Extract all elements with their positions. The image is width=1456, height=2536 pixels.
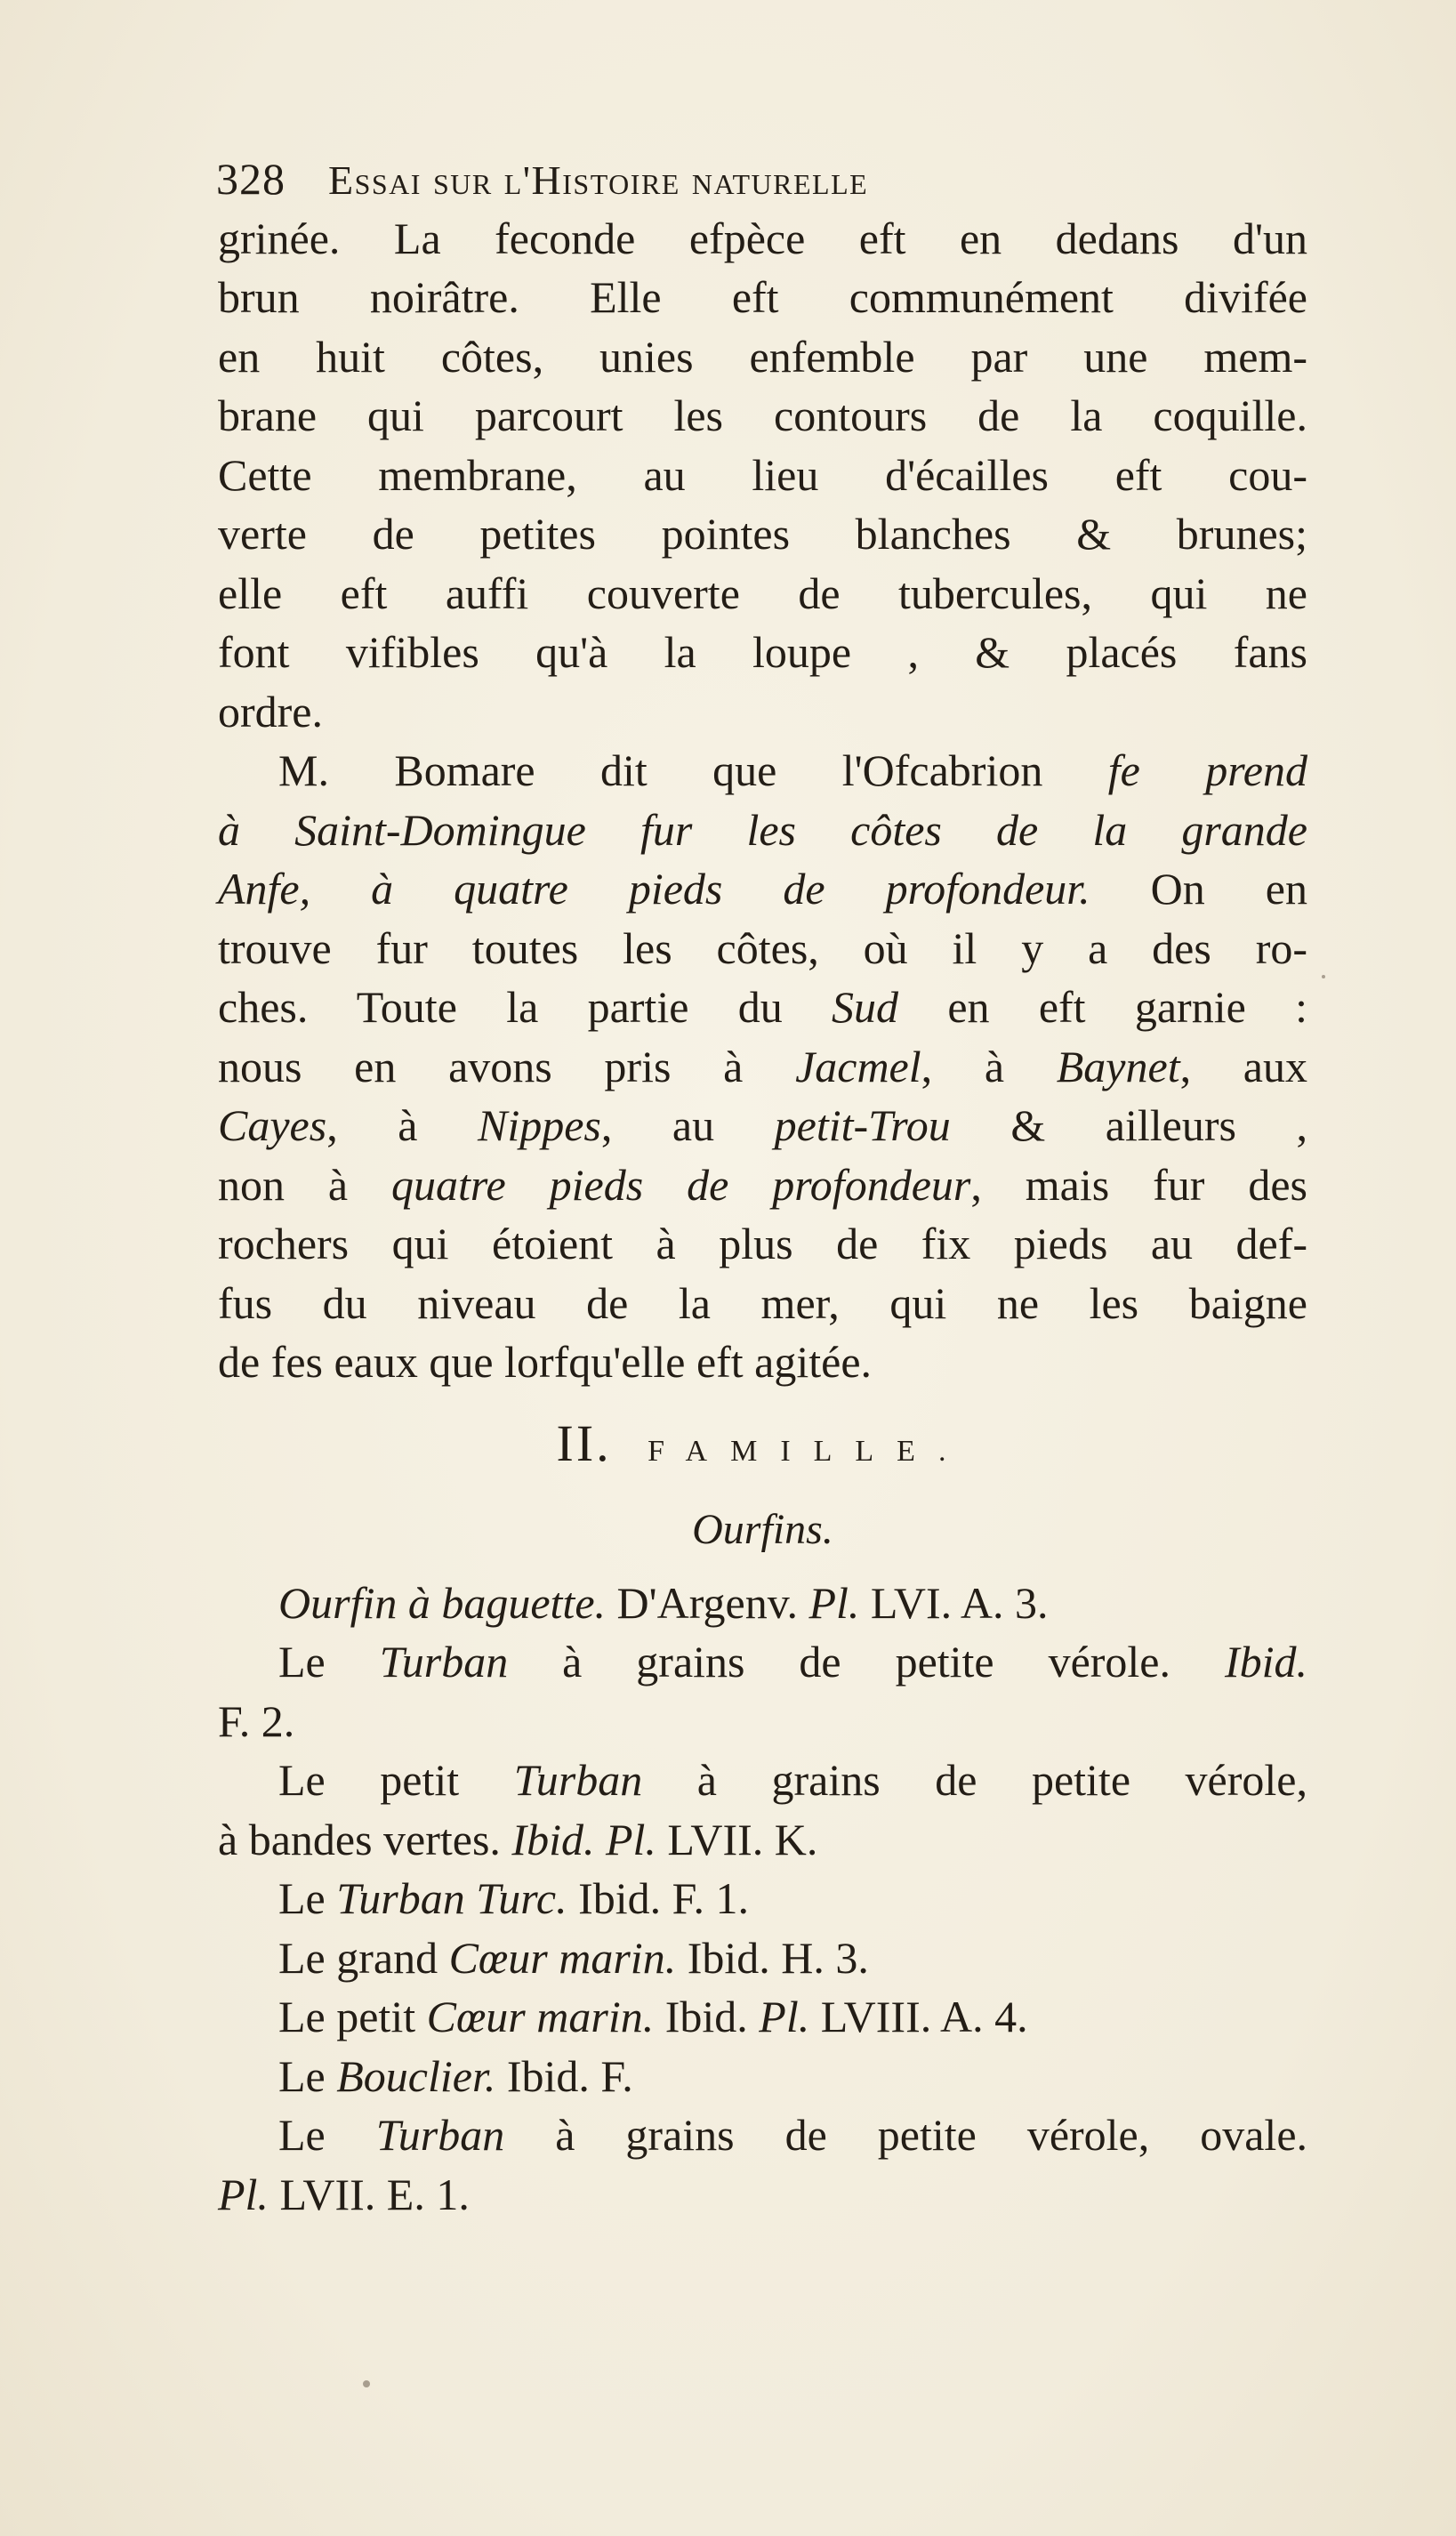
- text-line: brun noirâtre. Elle eft communément divifée: [218, 272, 1307, 322]
- list-item: [218, 1987, 1307, 2047]
- italic-run: Ibid.: [1224, 1637, 1307, 1687]
- text-run: , au: [600, 1100, 775, 1150]
- family-word: FAMILLE.: [648, 1434, 969, 1468]
- text-run: Le: [278, 1637, 380, 1687]
- text-line: verte de petites pointes blanches & brunes;: [218, 509, 1307, 559]
- text-run: LVII. K.: [656, 1814, 818, 1864]
- text-run: Ibid.: [654, 1992, 760, 2041]
- text-run: LVII. E. 1.: [268, 2169, 470, 2219]
- italic-run: Cœur marin.: [426, 1992, 655, 2041]
- page-number: 328: [216, 154, 286, 204]
- family-heading: [218, 1408, 1307, 1479]
- text-run: à grains de petite vérole, ovale.: [504, 2110, 1308, 2160]
- italic-run: quatre pieds de profondeur: [391, 1159, 971, 1210]
- text-run: , à: [921, 1041, 1057, 1091]
- italic-run: Baynet: [1056, 1041, 1180, 1091]
- text-run: Le: [278, 2110, 376, 2160]
- text-run: Le: [278, 1873, 337, 1923]
- text-run: Le petit: [278, 1992, 427, 2041]
- text-run: à grains de petite vérole.: [508, 1637, 1225, 1687]
- italic-run: Turban: [379, 1637, 509, 1687]
- text-line: [218, 859, 1307, 919]
- text-run: ches. Toute la partie du: [218, 982, 833, 1032]
- list-item: [218, 2105, 1307, 2165]
- text-run: Ibid. F.: [495, 2050, 633, 2101]
- list-item: [218, 1632, 1307, 1692]
- list-item-continuation: [218, 2165, 1307, 2225]
- text-run: à grains de petite vérole,: [642, 1755, 1307, 1805]
- italic-run: Pl.: [218, 2169, 269, 2219]
- list-item-continuation: [218, 1810, 1307, 1870]
- text-line: [218, 1037, 1307, 1097]
- italic-run: Turban Turc.: [336, 1873, 567, 1923]
- text-block: [218, 149, 1307, 2224]
- text-run: M. Bomare dit que l'Ofcabrion: [278, 745, 1108, 795]
- family-number: II.: [556, 1413, 612, 1472]
- list-item: [218, 1751, 1307, 1810]
- text-run: , à: [326, 1100, 478, 1150]
- text-line: trouve fur toutes les côtes, où il y a des ro-: [218, 922, 1307, 973]
- text-line: [218, 978, 1307, 1037]
- list-item: [218, 1869, 1307, 1928]
- text-run: nous en avons pris à: [218, 1041, 796, 1091]
- list-item: [218, 1574, 1307, 1633]
- italic-run: Jacmel: [795, 1041, 921, 1091]
- text-run: Le: [278, 2050, 337, 2101]
- italic-run: Turban: [513, 1755, 643, 1805]
- paragraph-bomare: [218, 741, 1307, 1392]
- text-run: Ibid. H. 3.: [676, 1932, 869, 1983]
- text-line: [218, 741, 1307, 801]
- italic-run: Turban: [375, 2110, 505, 2160]
- species-list: [218, 1574, 1307, 2225]
- text-run: Ibid. F. 1.: [567, 1873, 749, 1923]
- paper-speck: [1322, 975, 1325, 978]
- text-line: font vifibles qu'à la loupe , & placés fans: [218, 627, 1307, 677]
- text-run: On en: [1090, 864, 1307, 914]
- text-line: ordre.: [218, 686, 323, 737]
- italic-run: Nippes: [477, 1100, 601, 1150]
- text-run: Le petit: [278, 1755, 514, 1805]
- italic-run: Cayes: [218, 1100, 327, 1150]
- text-run: , mais fur des: [970, 1159, 1307, 1210]
- italic-line: à Saint-Domingue fur les côtes de la grande: [218, 804, 1307, 855]
- italic-run: fe prend: [1107, 745, 1307, 795]
- italic-run: Pl.: [808, 1577, 860, 1628]
- text-run: à bandes vertes.: [218, 1814, 512, 1864]
- text-run: LVIII. A. 4.: [809, 1992, 1028, 2041]
- text-run: D'Argenv.: [606, 1577, 809, 1628]
- text-run: en eft garnie :: [898, 982, 1307, 1032]
- list-item: [218, 2047, 1307, 2106]
- list-item-continuation: F. 2.: [218, 1695, 295, 1746]
- running-head: [216, 149, 1307, 209]
- italic-run: Bouclier.: [336, 2050, 496, 2101]
- running-head-title: Essai sur l'Histoire naturelle: [328, 157, 869, 203]
- italic-run: Sud: [832, 982, 899, 1032]
- section-subheading: Ourfins.: [692, 1505, 833, 1553]
- italic-run: Anfe, à quatre pieds de profondeur.: [218, 864, 1090, 914]
- paper-speck: [363, 2380, 370, 2387]
- italic-run: Pl.: [759, 1992, 810, 2041]
- text-line: [218, 1096, 1307, 1155]
- text-run: Le grand: [278, 1932, 449, 1983]
- paragraph-continuation: [218, 209, 1307, 742]
- italic-run: Ibid. Pl.: [511, 1814, 656, 1864]
- text-line: fus du niveau de la mer, qui ne les baigne: [218, 1277, 1307, 1328]
- text-line: Cette membrane, au lieu d'écailles eft cou-: [218, 449, 1307, 500]
- text-run: LVI. A. 3.: [859, 1577, 1049, 1628]
- text-line: grinée. La feconde efpèce eft en dedans d'un: [218, 213, 1307, 263]
- text-line: de fes eaux que lorfqu'elle eft agitée.: [218, 1337, 873, 1387]
- text-run: & ailleurs ,: [950, 1100, 1307, 1150]
- text-run: non à: [218, 1159, 392, 1210]
- text-line: elle eft auffi couverte de tubercules, qui ne: [218, 568, 1307, 618]
- text-line: rochers qui étoient à plus de fix pieds au def-: [218, 1219, 1307, 1268]
- italic-run: Ourfin à baguette.: [278, 1577, 607, 1628]
- italic-run: petit-Trou: [774, 1100, 951, 1150]
- text-line: brane qui parcourt les contours de la coquille.: [218, 390, 1307, 440]
- text-line: [218, 1155, 1307, 1215]
- text-line: en huit côtes, unies enfemble par une mem-: [218, 331, 1307, 382]
- text-run: , aux: [1179, 1041, 1307, 1091]
- list-item: [218, 1928, 1307, 1988]
- italic-run: Cœur marin.: [448, 1932, 677, 1983]
